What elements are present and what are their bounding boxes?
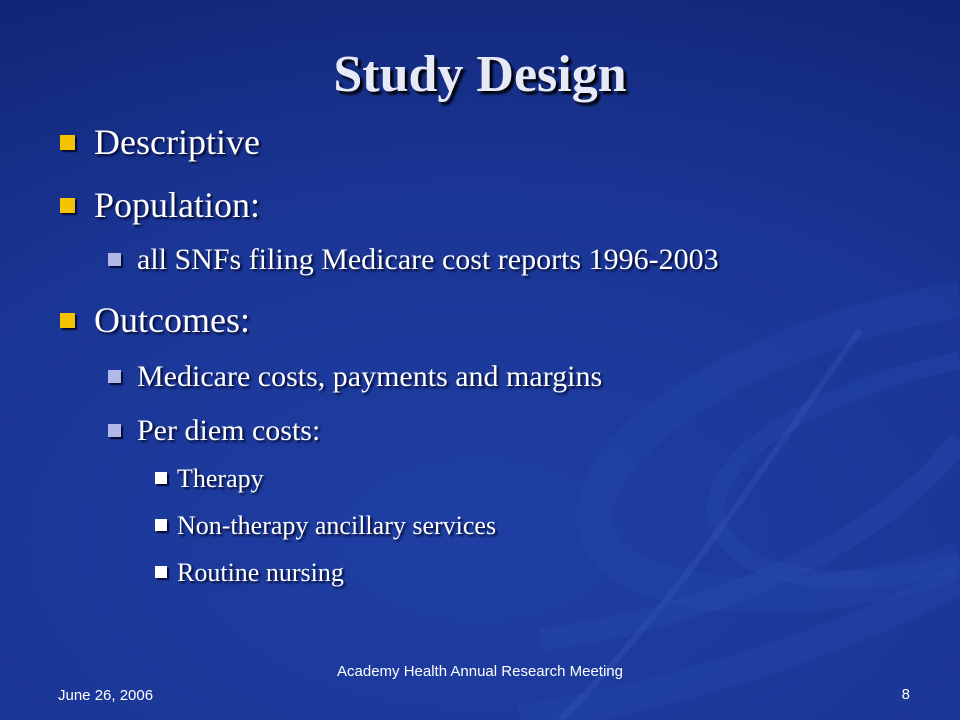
bullet-text: Therapy [177, 464, 264, 493]
square-bullet-icon [108, 424, 121, 437]
bullet-descriptive [60, 121, 260, 163]
bullet-text: Per diem costs: [137, 414, 321, 447]
square-bullet-icon [60, 313, 75, 328]
bullet-population [60, 184, 260, 226]
bullet-text: all SNFs filing Medicare cost reports 1996-2003 [137, 243, 719, 276]
footer-date: June 26, 2006 [58, 687, 154, 704]
subsubbullet-therapy [155, 464, 264, 494]
bullet-text: Population: [94, 185, 261, 225]
bullet-text: Descriptive [94, 122, 260, 162]
square-bullet-icon [60, 198, 75, 213]
subsubbullet-non-therapy [155, 511, 496, 541]
slide-title: Study Design [333, 46, 627, 103]
square-bullet-icon [108, 253, 121, 266]
bullet-text: Outcomes: [94, 300, 250, 340]
subbullet-snfs [108, 243, 719, 277]
subbullet-per-diem-costs [108, 414, 320, 448]
slide-number: 8 [901, 686, 910, 703]
subsubbullet-routine-nursing [155, 558, 344, 588]
square-bullet-icon [155, 472, 167, 484]
bullet-text: Non-therapy ancillary services [177, 511, 497, 540]
square-bullet-icon [108, 370, 121, 383]
bullet-outcomes [60, 299, 250, 341]
square-bullet-icon [155, 566, 167, 578]
bullet-text: Routine nursing [177, 558, 344, 587]
square-bullet-icon [155, 519, 167, 531]
footer-event: Academy Health Annual Research Meeting [337, 663, 623, 680]
bullet-text: Medicare costs, payments and margins [137, 360, 603, 393]
square-bullet-icon [60, 135, 75, 150]
subbullet-medicare-costs [108, 360, 602, 394]
